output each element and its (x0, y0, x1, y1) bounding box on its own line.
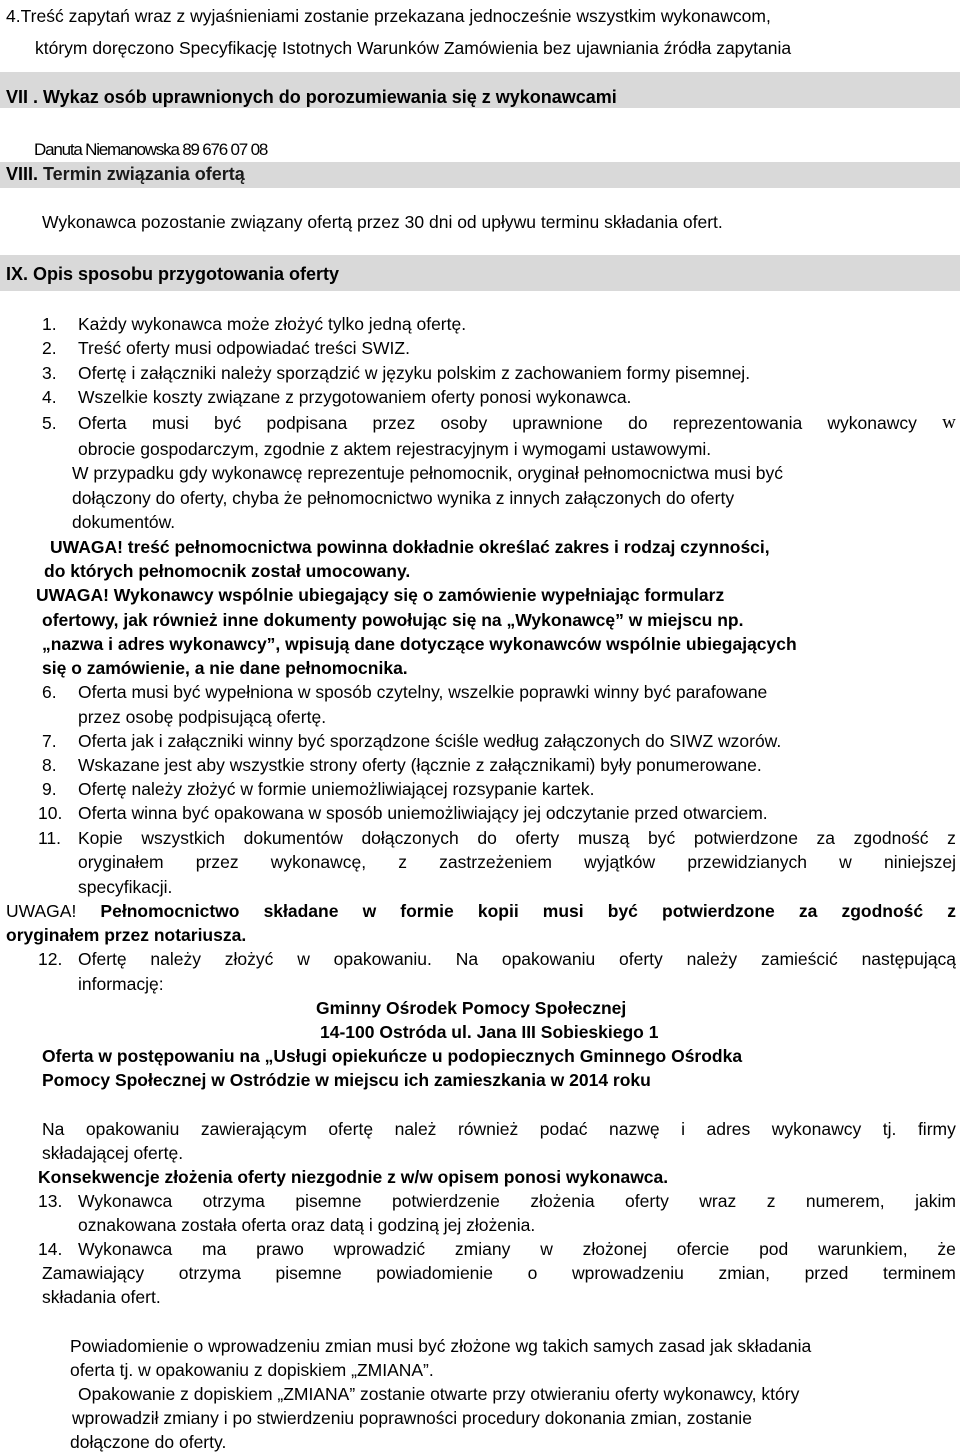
word: wykonawcy (827, 413, 917, 433)
word: być (214, 413, 242, 433)
list-item-5-para3: dokumentów. (72, 512, 176, 532)
word: Wykonawca (78, 1239, 173, 1259)
list-item-12-line1 (78, 948, 956, 970)
list-item-text: Ofertę i załączniki należy sporządzić w języku polskim z zachowaniem formy pisemnej. (78, 363, 751, 383)
warning-3-line2: oryginałem przez notariusza. (6, 925, 247, 945)
word: opakowaniu (85, 1119, 180, 1139)
word: oferty (619, 949, 663, 969)
word: złożyć (224, 949, 274, 969)
list-item-11-line3: specyfikacji. (78, 877, 173, 897)
warning-1-line2: do których pełnomocnik został umocowany. (44, 561, 411, 581)
word: potwierdzenie (391, 1191, 500, 1211)
word: w (540, 1239, 553, 1259)
list-item-5-line1 (78, 412, 956, 434)
section-vii-heading: VII . Wykaz osób uprawnionych do porozumiewania się z wykonawcami (6, 87, 617, 107)
list-item-5-number: 5. (42, 413, 57, 433)
list-item-number: 6. (42, 682, 57, 702)
warning-label: UWAGA! (36, 585, 109, 605)
list-item-2 (42, 337, 410, 359)
word: firmy (917, 1119, 956, 1139)
section-viii-number: VIII. (6, 164, 39, 184)
word: muszą (577, 828, 630, 848)
list-item-number: 1. (42, 314, 57, 334)
list-item-14-line3: składania ofert. (42, 1287, 161, 1307)
warning-label: UWAGA! (50, 537, 123, 557)
word: oferty (515, 828, 560, 848)
word: przez (195, 852, 239, 872)
address-street: 14-100 Ostróda ul. Jana III Sobieskiego 1 (320, 1022, 659, 1042)
word: należy (150, 949, 202, 969)
warning-2-line1 (36, 584, 724, 606)
word: Pełnomocnictwo (100, 901, 240, 921)
list-item-number: 4. (42, 387, 57, 407)
s4-number: 4. (6, 6, 21, 26)
final-para-line1: Powiadomienie o wprowadzeniu zmian musi być złożone wg takich samych zasad jak składania (70, 1336, 812, 1356)
list-item-7 (42, 730, 781, 752)
list-item-12-line2: informację: (78, 974, 164, 994)
word: uprawnione (512, 413, 603, 433)
list-item-number: 2. (42, 338, 57, 358)
word: wraz (699, 1191, 737, 1211)
word: przewidzianych (687, 852, 807, 872)
word: zmian, (718, 1263, 770, 1283)
list-item-5-line2: obrocie gospodarczym, zgodnie z aktem rejestracyjnym i wymogami ustawowymi. (78, 439, 712, 459)
word: z (947, 828, 956, 848)
word: jakim (915, 1191, 956, 1211)
word: formie (400, 901, 454, 921)
word: Na (42, 1119, 65, 1139)
list-item-number: 3. (42, 363, 57, 383)
word: niniejszej (883, 852, 956, 872)
word: terminem (882, 1263, 956, 1283)
warning-2-line2: ofertowy, jak również inne dokumenty powołując się na „Wykonawcę” w miejscu np. (42, 610, 744, 630)
list-item-11-line1 (78, 827, 956, 849)
word: musi (151, 413, 189, 433)
list-item-13-line1 (78, 1190, 956, 1212)
word: o (527, 1263, 538, 1283)
word: opakowaniu (501, 949, 596, 969)
list-item-number: 9. (42, 779, 57, 799)
list-item-1 (42, 313, 466, 335)
word: w (839, 852, 852, 872)
word: do (477, 828, 497, 848)
word: Wykonawca (78, 1191, 173, 1211)
list-item-text: Treść oferty musi odpowiadać treści SWIZ. (78, 338, 410, 358)
list-item-8 (42, 754, 762, 776)
word: w (362, 901, 377, 921)
word: wykonawcy (771, 1119, 862, 1139)
list-item-text: Wskazane jest aby wszystkie strony oferty (łącznie z załącznikami) były ponumerowane. (78, 755, 762, 775)
word: zamieścić (760, 949, 838, 969)
word: należy (686, 949, 738, 969)
word: reprezentowania (672, 413, 803, 433)
word: wprowadzeniu (571, 1263, 684, 1283)
word: przez (372, 413, 416, 433)
consequences-note: Konsekwencje złożenia oferty niezgodnie z w/w opisem ponosi wykonawca. (38, 1167, 669, 1187)
word: zmiany (454, 1239, 511, 1259)
word: złożenia (530, 1191, 595, 1211)
word: otrzyma (178, 1263, 241, 1283)
list-item-number: 7. (42, 731, 57, 751)
word: oferty (625, 1191, 669, 1211)
word: następującą (861, 949, 956, 969)
final-para-line3: Opakowanie z dopiskiem „ZMIANA” zostanie otwarte przy otwieraniu oferty wykonawcy, który (78, 1384, 800, 1404)
word: zgodność (841, 901, 924, 921)
list-item-13-number: 13. (38, 1191, 63, 1211)
list-item-5-para1: W przypadku gdy wykonawcę reprezentuje pełnomocnik, oryginał pełnomocnictwa musi być (72, 463, 784, 483)
word: Ofertę (78, 949, 127, 969)
word: przed (804, 1263, 849, 1283)
word: osoby (440, 413, 488, 433)
word: do (628, 413, 648, 433)
word: Oferta (78, 413, 127, 433)
word: zastrzeżeniem (439, 852, 552, 872)
word: otrzyma (202, 1191, 265, 1211)
word: powiadomienie (376, 1263, 494, 1283)
word: i (681, 1119, 685, 1139)
warning-2-line4: się o zamówienie, a nie dane pełnomocnika. (42, 658, 408, 678)
list-item-text: Wszelkie koszty związane z przygotowaniem oferty ponosi wykonawca. (78, 387, 632, 407)
section-ix-heading: IX. Opis sposobu przygotowania oferty (6, 264, 340, 284)
word: za (816, 828, 836, 848)
word: oryginałem (78, 852, 164, 872)
word: również (457, 1119, 519, 1139)
list-item-14-number: 14. (38, 1239, 63, 1259)
word: prawo (256, 1239, 304, 1259)
word: dołączonych (361, 828, 459, 848)
final-para-line4: wprowadził zmiany i po stwierdzeniu poprawności procedury dokonania zmian, zostanie (72, 1408, 752, 1428)
word: podać (539, 1119, 588, 1139)
word: opakowaniu. (333, 949, 432, 969)
list-item-5-para2: dołączony do oferty, chyba że pełnomocnictwo wynika z innych załączonych do oferty (72, 488, 735, 508)
list-item-4 (42, 386, 631, 408)
list-item-3 (42, 362, 750, 384)
s4-line1 (6, 5, 771, 27)
word: za (798, 901, 818, 921)
word: być (607, 901, 638, 921)
word: pisemne (275, 1263, 342, 1283)
word: pod (759, 1239, 789, 1259)
list-item-text: Oferta musi być wypełniona w sposób czytelny, wszelkie poprawki winny być parafowane (78, 682, 768, 702)
word: warunkiem, (818, 1239, 908, 1259)
word: ofercie (676, 1239, 730, 1259)
list-item-10 (38, 802, 768, 824)
warning-2-line3: „nazwa i adres wykonawcy”, wpisują dane dotyczące wykonawców wspólnie ubiegających (42, 634, 797, 654)
warning-label: UWAGA! (6, 901, 77, 921)
list-item-text: Każdy wykonawca może złożyć tylko jedną ofertę. (78, 314, 467, 334)
word: musi (542, 901, 584, 921)
package-note-line1 (42, 1118, 956, 1140)
word: z (766, 1191, 776, 1211)
list-item-6-line2: przez osobę podpisującą ofertę. (78, 707, 327, 727)
word: wprowadzić (333, 1239, 426, 1259)
word: numerem, (805, 1191, 885, 1211)
word: wszystkich (141, 828, 225, 848)
word: Zamawiający (42, 1263, 145, 1283)
address-org: Gminny Ośrodek Pomocy Społecznej (316, 998, 627, 1018)
s4-text: Treść zapytań wraz z wyjaśnieniami zostanie przekazana jednocześnie wszystkim wykonawcom, (20, 6, 771, 26)
section-viii-heading (6, 163, 245, 185)
list-item-text: Oferta winna być opakowana w sposób uniemożliwiający jej odczytanie przed otwarciem. (78, 803, 768, 823)
word: że (937, 1239, 956, 1259)
list-item-12-number: 12. (38, 949, 63, 969)
word: wyjątków (584, 852, 656, 872)
word: ma (202, 1239, 227, 1259)
word: w (297, 949, 310, 969)
word: potwierdzone (662, 901, 775, 921)
list-item-number: 8. (42, 755, 57, 775)
contact-person: Danuta Niemanowska 89 676 07 08 (34, 140, 268, 159)
word: Na (455, 949, 479, 969)
section-viii-body: Wykonawca pozostanie związany ofertą przez 30 dni od upływu terminu składania ofert. (42, 212, 723, 232)
package-note-line2: składającej ofertę. (42, 1143, 184, 1163)
warning-text: Wykonawcy wspólnie ubiegający się o zamówienie wypełniając formularz (108, 585, 725, 605)
section-viii-title: Termin związania ofertą (38, 164, 245, 184)
warning-3-line1 (6, 900, 956, 922)
word: z (398, 852, 407, 872)
word: dokumentów (243, 828, 343, 848)
final-para-line2: oferta tj. w opakowaniu z dopiskiem „ZMIANA”. (70, 1360, 434, 1380)
word: należ (394, 1119, 437, 1139)
word: tj. (882, 1119, 897, 1139)
word: ofertę (328, 1119, 374, 1139)
list-item-14-line1 (78, 1238, 956, 1260)
word: nazwę (608, 1119, 660, 1139)
word: adres (706, 1119, 751, 1139)
list-item-13-line2: oznakowana została oferta oraz datą i godziną jej złożenia. (78, 1215, 536, 1235)
warning-text: treść pełnomocnictwa powinna dokładnie określać zakres i rodzaj czynności, (122, 537, 770, 557)
list-item-text: Ofertę należy złożyć w formie uniemożliwiającej rozsypanie kartek. (78, 779, 595, 799)
word: zgodność (853, 828, 929, 848)
word: potwierdzone (693, 828, 798, 848)
word: z (947, 901, 956, 921)
word: składane (263, 901, 339, 921)
word: zawierającym (200, 1119, 307, 1139)
offer-title-line1: Oferta w postępowaniu na „Usługi opiekuńcze u podopiecznych Gminnego Ośrodka (42, 1046, 743, 1066)
list-item-text: Oferta jak i załączniki winny być sporządzone ściśle według załączonych do SIWZ wzorów. (78, 731, 782, 751)
final-para-line5: dołączone do oferty. (70, 1432, 227, 1452)
word: złożonej (582, 1239, 647, 1259)
list-item-6 (42, 681, 767, 703)
word: podpisana (266, 413, 348, 433)
word: wykonawcę, (270, 852, 367, 872)
warning-1-line1 (50, 536, 770, 558)
word: być (647, 828, 676, 848)
list-item-11-number: 11. (38, 828, 62, 848)
offer-title-line2: Pomocy Społecznej w Ostródzie w miejscu ich zamieszkania w 2014 roku (42, 1070, 651, 1090)
word: kopii (477, 901, 519, 921)
s4-line2: którym doręczono Specyfikację Istotnych Warunków Zamówienia bez ujawniania źródła zapytania (35, 38, 792, 58)
word: Kopie (78, 828, 123, 848)
list-item-11-line2 (78, 851, 956, 873)
list-item-9 (42, 778, 594, 800)
word: pisemne (295, 1191, 362, 1211)
list-item-14-line2 (42, 1262, 956, 1284)
word: w (942, 412, 956, 433)
list-item-number: 10. (38, 803, 63, 823)
